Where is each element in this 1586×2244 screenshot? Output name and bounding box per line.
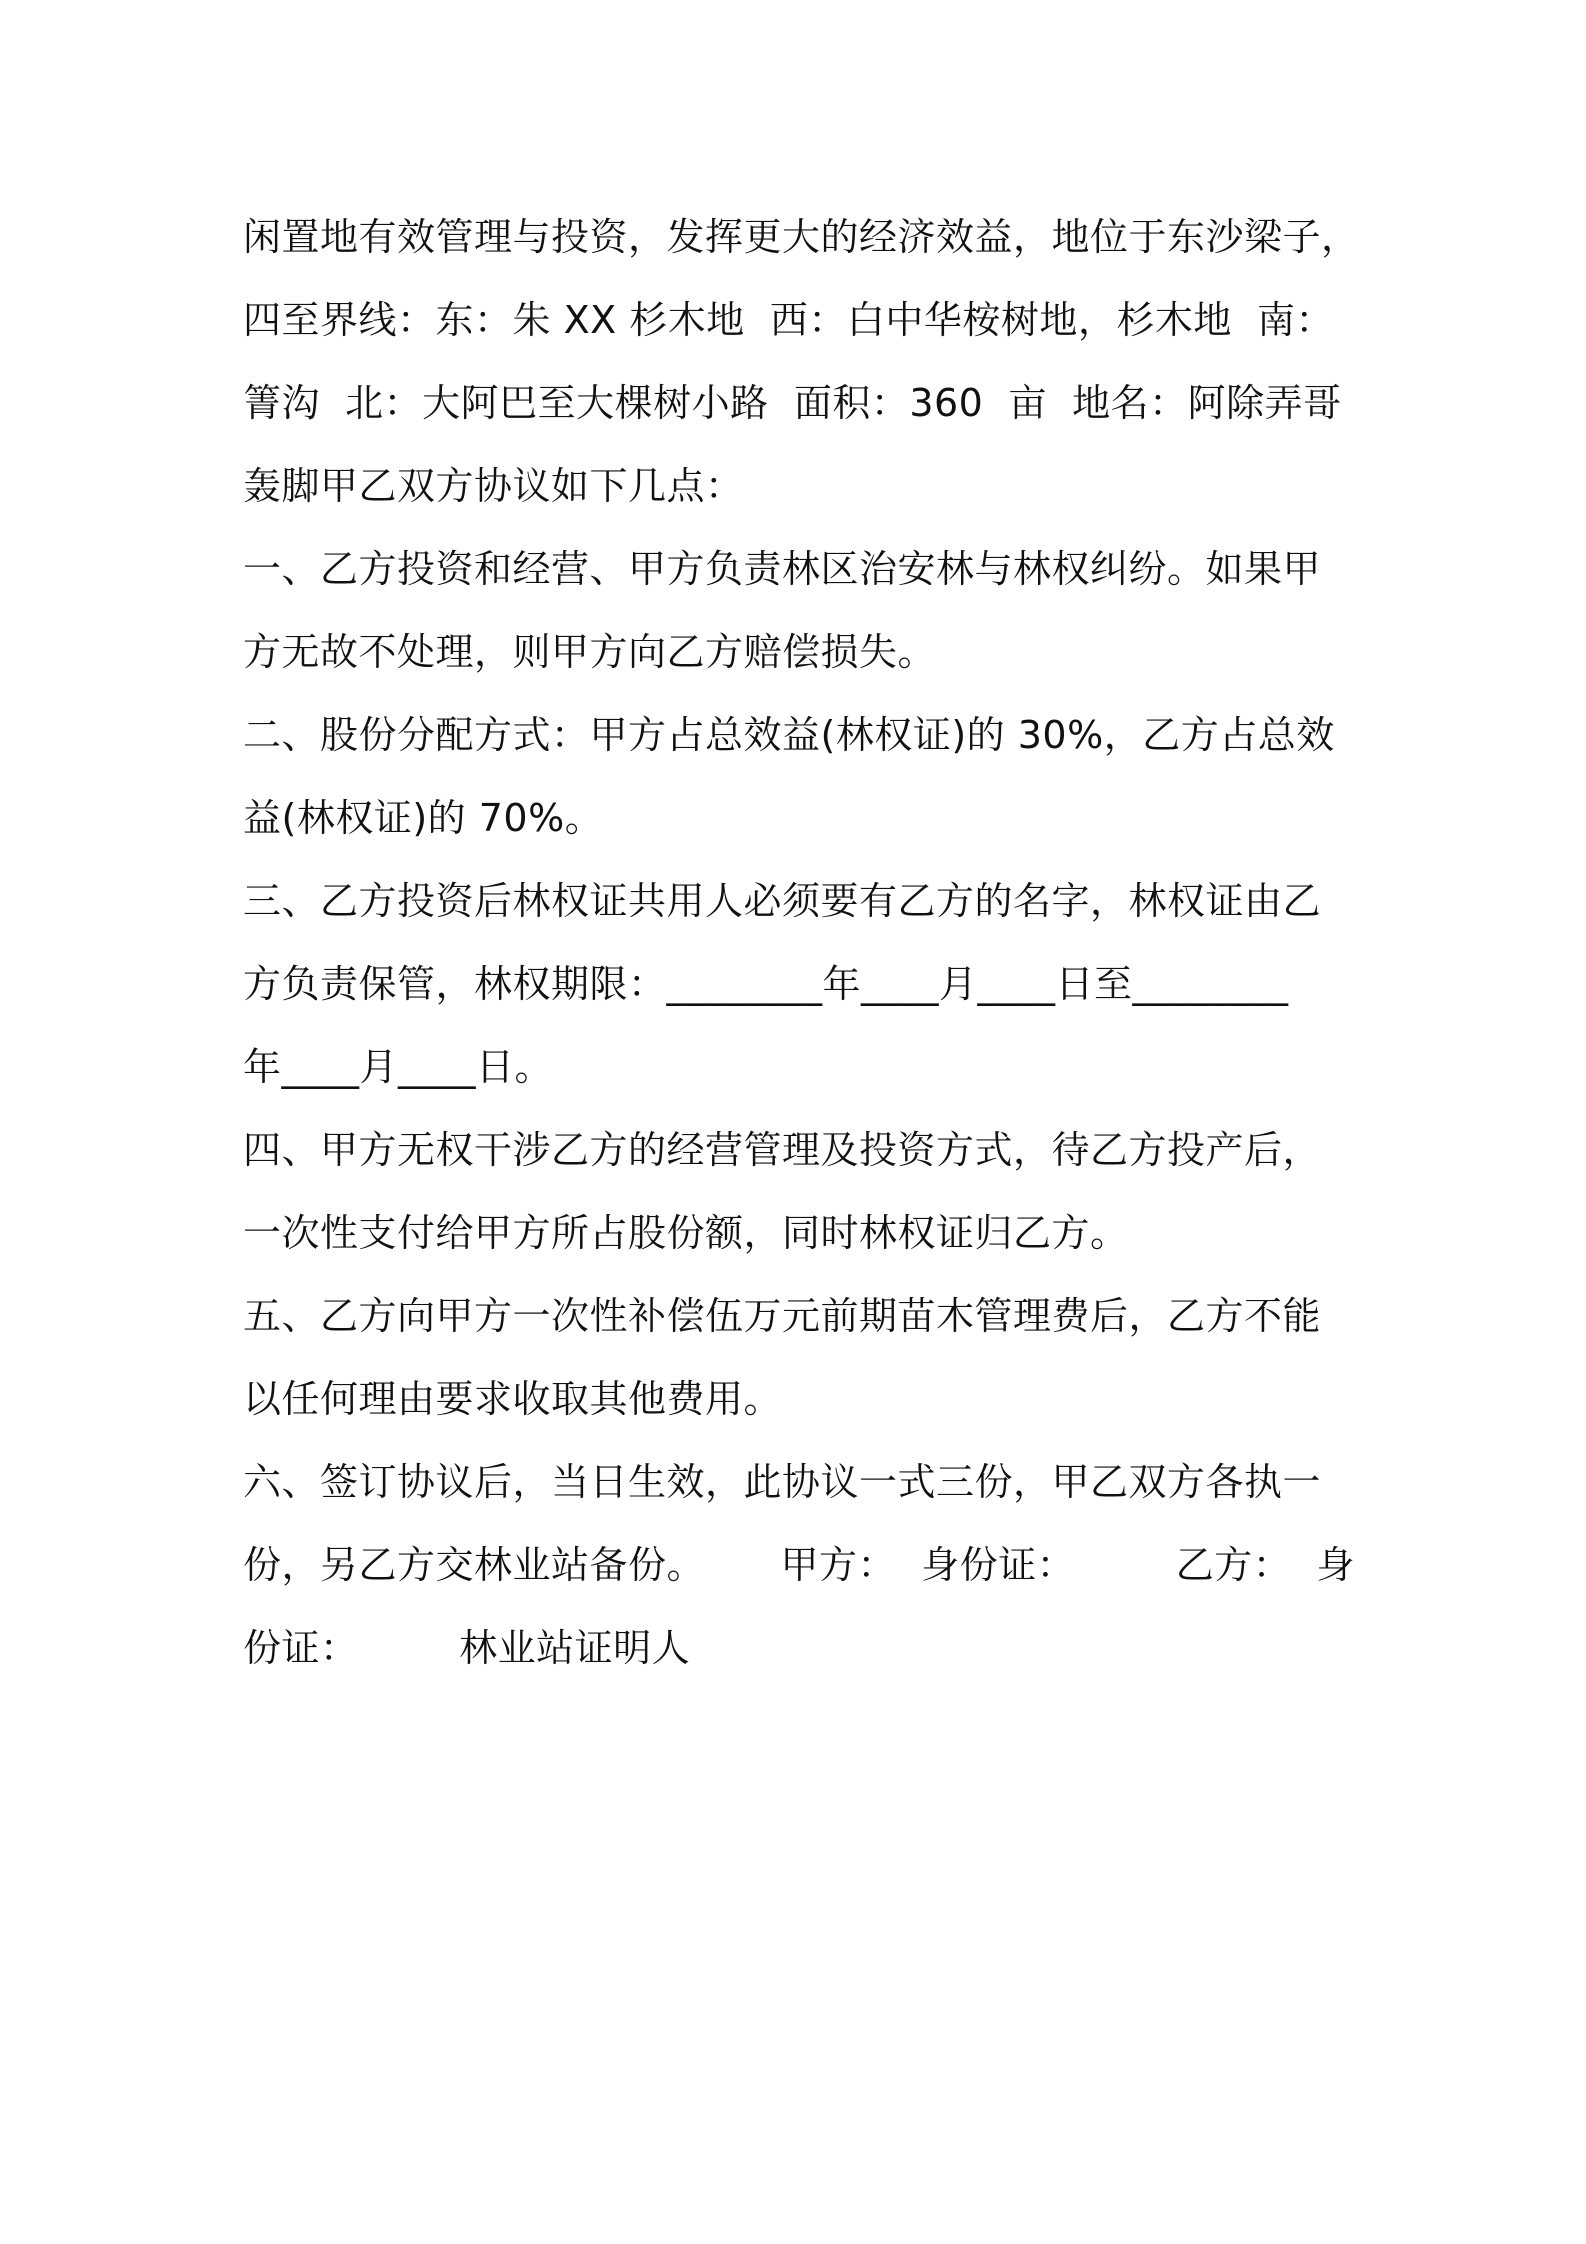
text-line: 闲置地有效管理与投资，发挥更大的经济效益，地位于东沙梁子， — [243, 215, 1360, 259]
clause-2-line: 二、股份分配方式：甲方占总效益(林权证)的 30%，乙方占总效 — [243, 713, 1335, 757]
text-line: 轰脚甲乙双方协议如下几点： — [243, 464, 744, 508]
text-line: 箐沟 北：大阿巴至大棵树小路 面积：360 亩 地名：阿除弄哥 — [243, 381, 1342, 425]
clause-4-line: 一次性支付给甲方所占股份额，同时林权证归乙方。 — [243, 1211, 1129, 1255]
text-line: 四至界线：东：朱 XX 杉木地 西：白中华桉树地，杉木地 南： — [243, 298, 1335, 342]
clause-3-line: 年____月____日。 — [243, 1045, 554, 1089]
clause-1-line: 方无故不处理，则甲方向乙方赔偿损失。 — [243, 630, 937, 674]
clause-1-line: 一、乙方投资和经营、甲方负责林区治安林与林权纠纷。如果甲 — [243, 547, 1322, 591]
clause-5-line: 以任何理由要求收取其他费用。 — [243, 1377, 783, 1421]
clause-2-line: 益(林权证)的 70%。 — [243, 796, 604, 840]
clause-5-line: 五、乙方向甲方一次性补偿伍万元前期苗木管理费后，乙方不能 — [243, 1294, 1322, 1338]
signature-line: 份，另乙方交林业站备份。 甲方： 身份证： 乙方： 身 — [243, 1543, 1355, 1587]
signature-line: 份证： 林业站证明人 — [243, 1626, 691, 1670]
agreement-body — [243, 196, 1363, 1690]
clause-3-line: 方负责保管，林权期限：________年____月____日至________ — [243, 962, 1289, 1006]
clause-6-line: 六、签订协议后，当日生效，此协议一式三份，甲乙双方各执一 — [243, 1460, 1322, 1504]
clause-4-line: 四、甲方无权干涉乙方的经营管理及投资方式，待乙方投产后， — [243, 1128, 1322, 1172]
clause-3-line: 三、乙方投资后林权证共用人必须要有乙方的名字，林权证由乙 — [243, 879, 1322, 923]
